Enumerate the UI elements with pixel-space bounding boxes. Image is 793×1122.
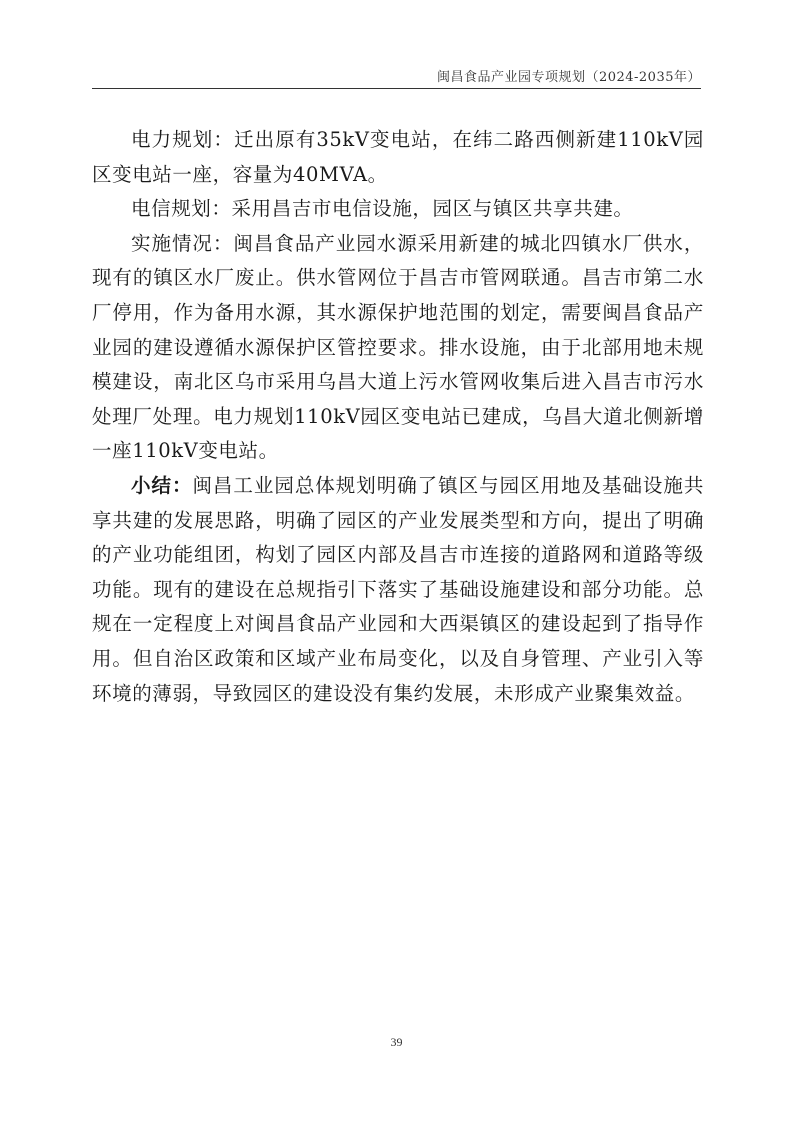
paragraph-summary: [92, 469, 704, 711]
paragraph-label: 实施情况：: [131, 231, 234, 255]
paragraph-label: 电信规划：: [131, 197, 232, 221]
document-body: [92, 123, 704, 711]
paragraph-telecom-planning: [92, 192, 704, 227]
paragraph-text: 闽昌工业园总体规划明确了镇区与园区用地及基础设施共享共建的发展思路，明确了园区的产业发展类型和方向，提出了明确的产业功能组团，构划了园区内部及昌吉市连接的道路网和道路等级功能。现有的建设在总规指引下落实了基础设施建设和部分功能。总规在一定程度上对闽昌食品产业园和大西渠镇区的建设起到了指导作用。但自治区政策和区域产业布局变化，以及自身管理、产业引入等环境的薄弱，导致园区的建设没有集约发展，未形成产业聚集效益。: [92, 473, 704, 705]
paragraph-implementation-status: [92, 227, 704, 469]
paragraph-text: 迁出原有35kV变电站，在纬二路西侧新建110kV园区变电站一座，容量为40MVA。: [92, 128, 704, 186]
header-title: 闽昌食品产业园专项规划（2024-2035年）: [436, 70, 701, 85]
paragraph-label-bold: 小结：: [131, 473, 193, 497]
paragraph-text: 闽昌食品产业园水源采用新建的城北四镇水厂供水，现有的镇区水厂废止。供水管网位于昌吉市管网联通。昌吉市第二水厂停用，作为备用水源，其水源保护地范围的划定，需要闽昌食品产业园的建设遵循水源保护区管控要求。排水设施，由于北部用地未规模建设，南北区乌市采用乌昌大道上污水管网收集后进入昌吉市污水处理厂处理。电力规划110kV园区变电站已建成，乌昌大道北侧新增一座110kV变电站。: [92, 231, 704, 463]
paragraph-power-planning: [92, 123, 704, 192]
page-header: [92, 62, 701, 89]
paragraph-text: 采用昌吉市电信设施，园区与镇区共享共建。: [231, 197, 634, 221]
paragraph-label: 电力规划：: [131, 128, 235, 151]
page-number: 39: [390, 1035, 403, 1049]
